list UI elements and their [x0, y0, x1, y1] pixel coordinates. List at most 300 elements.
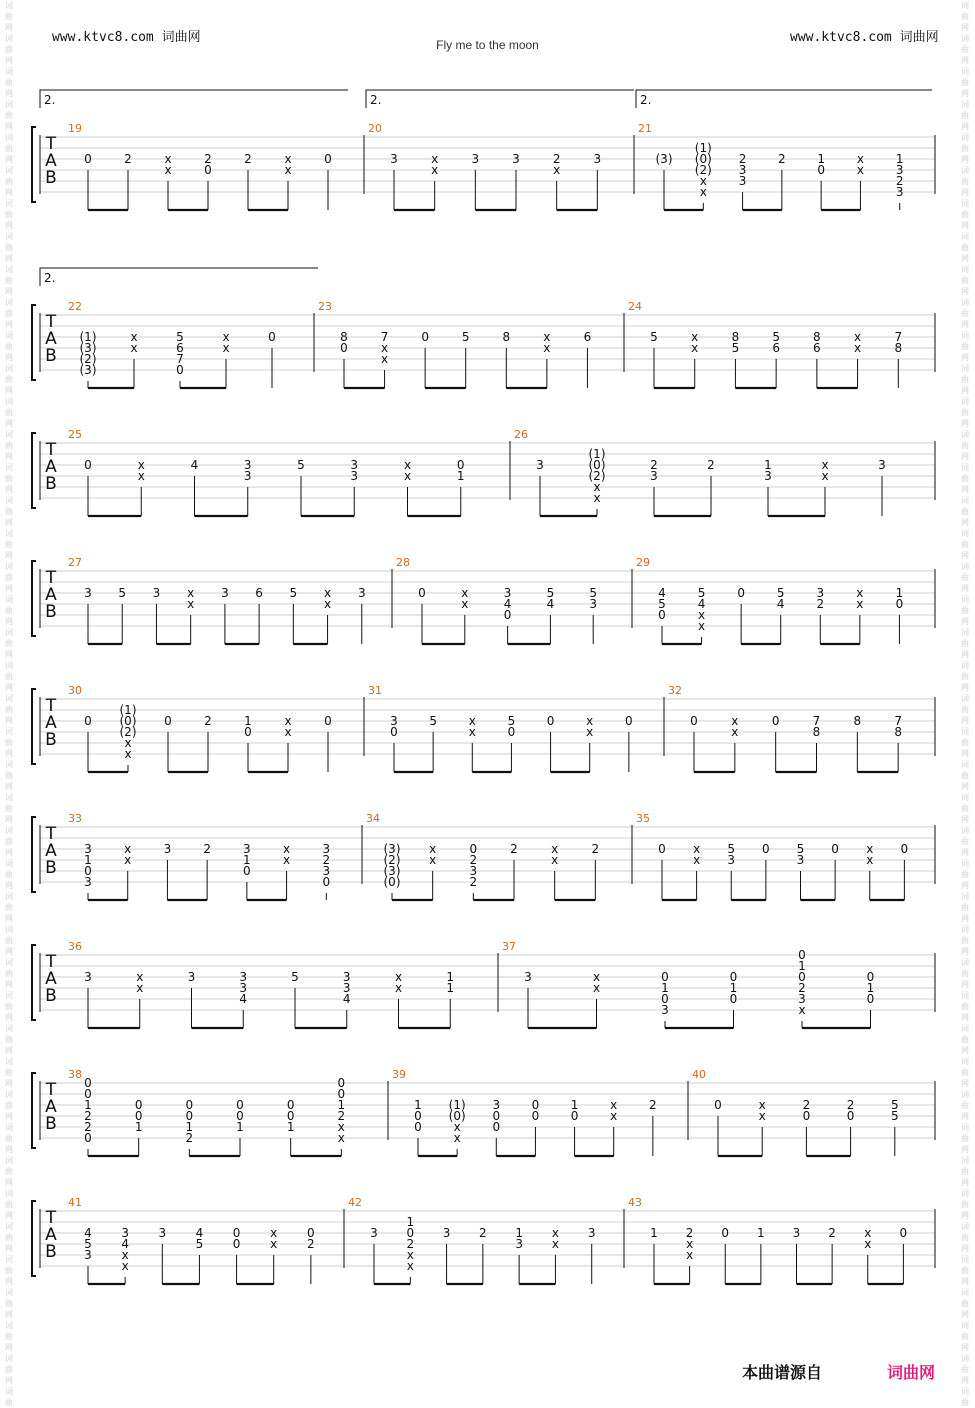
watermark-glyph: 曲 — [5, 540, 13, 549]
tab-fret-note: x — [468, 725, 476, 739]
watermark-glyph: 词 — [5, 265, 13, 274]
tab-fret-note: 5 — [731, 341, 740, 355]
tab-fret-note: (2) — [119, 725, 137, 739]
tab-fret-note: 3 — [512, 152, 520, 166]
tab-fret-note: 0 — [658, 842, 666, 856]
watermark-glyph: 词 — [5, 1123, 13, 1132]
watermark-glyph: 词 — [961, 265, 969, 274]
watermark-glyph: 网 — [961, 419, 969, 428]
watermark-glyph: 曲 — [961, 903, 969, 912]
tab-fret-note: 1 — [244, 714, 252, 728]
tab-fret-note: 0 — [469, 842, 478, 856]
tab-fret-note: 0 — [721, 1226, 730, 1240]
watermark-glyph: 词 — [5, 199, 13, 208]
watermark-glyph: 词 — [5, 793, 13, 802]
watermark-glyph: 网 — [961, 122, 969, 131]
watermark-glyph: 网 — [961, 947, 969, 956]
tab-fret-note: 3 — [350, 458, 359, 472]
watermark-glyph: 词 — [961, 958, 969, 967]
watermark-glyph: 曲 — [5, 45, 13, 54]
watermark-glyph: 网 — [961, 518, 969, 527]
tab-fret-note: 3 — [243, 469, 252, 483]
tab-fret-note: 1 — [757, 1226, 765, 1240]
tab-fret-note: 3 — [239, 970, 248, 984]
tab-clef-letter: B — [45, 730, 57, 750]
tab-fret-note: x — [592, 970, 601, 984]
tab-fret-note: x — [856, 586, 864, 600]
watermark-glyph: 曲 — [5, 1002, 13, 1011]
tab-fret-note: 1 — [243, 853, 251, 867]
tab-fret-note: x — [593, 491, 601, 505]
tab-fret-note: (1) — [588, 447, 606, 461]
tab-fret-note: 1 — [446, 970, 455, 984]
tab-fret-note: 0 — [421, 330, 429, 344]
tab-fret-note: 1 — [446, 981, 455, 995]
watermark-glyph: 词 — [5, 496, 13, 505]
tab-fret-note: x — [856, 163, 864, 177]
tab-fret-note: x — [124, 853, 132, 867]
tab-fret-note: 3 — [84, 586, 92, 600]
watermark-glyph: 网 — [5, 1211, 13, 1220]
tab-clef-letter: A — [45, 585, 57, 605]
tab-fret-note: 5 — [890, 1109, 899, 1123]
watermark-glyph: 网 — [5, 353, 13, 362]
tab-clef-letter: T — [45, 568, 57, 588]
tab-fret-note: x — [284, 725, 292, 739]
tab-fret-note: 1 — [134, 1120, 143, 1134]
watermark-glyph: 词 — [5, 1024, 13, 1033]
tab-fret-note: 3 — [895, 163, 904, 177]
watermark-glyph: 词 — [5, 67, 13, 76]
watermark-glyph: 网 — [5, 254, 13, 263]
watermark-glyph: 词 — [961, 1123, 969, 1132]
tab-fret-note: 3 — [661, 1003, 669, 1017]
tab-clef-letter: T — [45, 1208, 57, 1228]
tab-fret-note: 0 — [232, 1237, 241, 1251]
watermark-glyph: 曲 — [5, 177, 13, 186]
tab-fret-note: x — [610, 1098, 618, 1112]
tab-fret-note: (0) — [588, 458, 606, 472]
watermark-glyph: 词 — [961, 166, 969, 175]
tab-fret-note: 2 — [204, 714, 212, 728]
tab-fret-note: 0 — [268, 330, 276, 344]
tab-fret-note: 5 — [297, 458, 305, 472]
watermark-glyph: 曲 — [961, 606, 969, 615]
tab-fret-note: x — [137, 469, 145, 483]
tab-fret-note: 3 — [121, 1226, 129, 1240]
watermark-glyph: 曲 — [961, 309, 969, 318]
watermark-glyph: 网 — [5, 56, 13, 65]
tab-fret-note: 3 — [798, 992, 806, 1006]
tab-fret-note: 0 — [164, 714, 172, 728]
tab-fret-note: 0 — [84, 458, 92, 472]
watermark-glyph: 网 — [5, 155, 13, 164]
watermark-glyph: 曲 — [5, 903, 13, 912]
watermark-glyph: 网 — [5, 1310, 13, 1319]
watermark-glyph: 网 — [961, 1310, 969, 1319]
tab-fret-note: 2 — [203, 842, 211, 856]
watermark-glyph: 网 — [5, 1079, 13, 1088]
tab-fret-note: x — [130, 341, 138, 355]
tab-clef-letter: A — [45, 329, 57, 349]
measure-number: 39 — [392, 1068, 406, 1081]
tab-fret-note: 0 — [84, 1131, 92, 1145]
tab-fret-note: (3) — [383, 864, 401, 878]
volta-bracket — [366, 90, 634, 108]
measure-number: 35 — [636, 812, 650, 825]
watermark-glyph: 网 — [961, 1376, 969, 1385]
tab-fret-note: 3 — [322, 842, 331, 856]
tab-fret-note: 7 — [380, 330, 389, 344]
watermark-glyph: 曲 — [961, 1101, 969, 1110]
watermark-glyph: 词 — [5, 826, 13, 835]
watermark-glyph: 词 — [961, 331, 969, 340]
tab-fret-note: 0 — [286, 1109, 295, 1123]
volta-label: 2. — [370, 93, 382, 107]
tab-fret-note: 3 — [589, 597, 598, 611]
tab-fret-note: x — [394, 970, 403, 984]
tab-fret-note: 1 — [515, 1226, 523, 1240]
tab-fret-note: 2 — [895, 174, 904, 188]
watermark-glyph: 网 — [5, 1046, 13, 1055]
tab-fret-note: 0 — [84, 864, 92, 878]
tab-fret-note: 2 — [469, 853, 478, 867]
watermark-glyph: 网 — [5, 947, 13, 956]
watermark-glyph: 网 — [961, 155, 969, 164]
tab-fret-note: 8 — [853, 714, 862, 728]
watermark-glyph: 网 — [961, 1013, 969, 1022]
tab-fret-note: x — [453, 1131, 461, 1145]
tab-fret-note: 0 — [895, 597, 904, 611]
tab-fret-note: 3 — [390, 152, 398, 166]
tab-fret-note: 0 — [570, 1109, 579, 1123]
measure-number: 25 — [68, 428, 82, 441]
site-header-left[interactable]: www.ktvc8.com 词曲网 — [52, 30, 201, 45]
watermark-glyph: 曲 — [961, 144, 969, 153]
tab-fret-note: 3 — [469, 864, 478, 878]
tab-fret-note: 5 — [429, 714, 437, 728]
tab-fret-note: 0 — [340, 341, 348, 355]
tab-fret-note: 7 — [894, 330, 903, 344]
watermark-glyph: 曲 — [5, 408, 13, 417]
tab-fret-note: 2 — [337, 1109, 346, 1123]
tab-fret-note: 5 — [697, 586, 706, 600]
tab-fret-note: 0 — [414, 1120, 422, 1134]
tab-fret-note: 3 — [593, 152, 602, 166]
watermark-glyph: 词 — [961, 694, 969, 703]
tab-fret-note: 3 — [515, 1237, 523, 1251]
tab-fret-note: 1 — [185, 1120, 194, 1134]
system-brace — [32, 433, 36, 508]
tab-fret-note: 4 — [658, 586, 666, 600]
watermark-glyph: 词 — [961, 727, 969, 736]
tab-fret-note: x — [394, 981, 403, 995]
tab-fret-note: (0) — [448, 1109, 466, 1123]
watermark-glyph: 网 — [961, 617, 969, 626]
watermark-glyph: 网 — [5, 749, 13, 758]
watermark-glyph: 曲 — [5, 936, 13, 945]
tab-fret-note: x — [324, 597, 332, 611]
system-brace — [32, 561, 36, 636]
watermark-glyph: 网 — [5, 1244, 13, 1253]
tab-fret-note: 2 — [591, 842, 600, 856]
watermark-glyph: 网 — [961, 980, 969, 989]
tab-fret-note: x — [429, 853, 437, 867]
watermark-glyph: 曲 — [5, 1365, 13, 1374]
tab-clef-letter: B — [45, 858, 57, 878]
watermark-glyph: 网 — [961, 914, 969, 923]
tab-fret-note: x — [543, 341, 551, 355]
watermark-glyph: 网 — [961, 1145, 969, 1154]
watermark-glyph: 曲 — [5, 672, 13, 681]
watermark-glyph: 网 — [5, 287, 13, 296]
watermark-glyph: 词 — [961, 397, 969, 406]
watermark-glyph: 网 — [5, 320, 13, 329]
tab-fret-note: 5 — [546, 586, 555, 600]
watermark-glyph: 曲 — [5, 573, 13, 582]
volta-label: 2. — [44, 271, 56, 285]
watermark-glyph: 曲 — [5, 1332, 13, 1341]
tab-fret-note: 2 — [469, 875, 478, 889]
tab-fret-note: x — [866, 842, 874, 856]
volta-bracket — [40, 268, 318, 286]
tab-fret-note: 8 — [731, 330, 740, 344]
watermark-glyph: 网 — [5, 188, 13, 197]
watermark-glyph: 词 — [5, 892, 13, 901]
tab-fret-note: 5 — [796, 842, 805, 856]
tab-fret-note: 3 — [442, 1226, 451, 1240]
watermark-glyph: 网 — [5, 419, 13, 428]
watermark-glyph: 曲 — [5, 1134, 13, 1143]
watermark-glyph: 网 — [5, 716, 13, 725]
measure-number: 23 — [318, 300, 332, 313]
tab-fret-note: 0 — [390, 725, 398, 739]
tab-fret-note: 2 — [828, 1226, 836, 1240]
watermark-glyph: 曲 — [5, 1266, 13, 1275]
watermark-glyph: 曲 — [961, 870, 969, 879]
watermark-glyph: 词 — [961, 430, 969, 439]
watermark-glyph: 曲 — [5, 870, 13, 879]
watermark-glyph: 曲 — [961, 573, 969, 582]
watermark-glyph: 曲 — [961, 771, 969, 780]
watermark-glyph: 词 — [5, 760, 13, 769]
watermark-glyph: 曲 — [5, 1101, 13, 1110]
tab-fret-note: 0 — [661, 970, 669, 984]
tab-fret-note: x — [856, 597, 864, 611]
watermark-glyph: 曲 — [5, 210, 13, 219]
tab-fret-note: x — [686, 1248, 694, 1262]
watermark-glyph: 词 — [961, 232, 969, 241]
system-brace — [32, 1073, 36, 1148]
tab-fret-note: x — [856, 152, 864, 166]
tab-fret-note: 3 — [158, 1226, 167, 1240]
tab-fret-note: 3 — [322, 864, 331, 878]
watermark-glyph: 曲 — [5, 243, 13, 252]
tab-fret-note: x — [698, 608, 706, 622]
watermark-glyph: 网 — [961, 1079, 969, 1088]
watermark-glyph: 曲 — [5, 1167, 13, 1176]
tab-fret-note: (1) — [79, 330, 97, 344]
watermark-glyph: 曲 — [5, 111, 13, 120]
tab-fret-note: 1 — [817, 152, 825, 166]
watermark-glyph: 网 — [961, 320, 969, 329]
watermark-glyph: 网 — [961, 452, 969, 461]
tab-fret-note: 1 — [650, 1226, 658, 1240]
tab-fret-note: x — [381, 352, 389, 366]
tab-fret-note: x — [324, 586, 332, 600]
site-header-right[interactable]: www.ktvc8.com 词曲网 — [790, 30, 939, 45]
tab-fret-note: 2 — [802, 1098, 811, 1112]
tab-fret-note: x — [164, 163, 172, 177]
tab-clef-letter: A — [45, 969, 57, 989]
tab-fret-note: 5 — [727, 842, 736, 856]
tab-fret-note: 0 — [236, 1109, 244, 1123]
tab-fret-note: x — [403, 458, 412, 472]
watermark-glyph: 词 — [961, 1057, 969, 1066]
tab-fret-note: 3 — [390, 714, 398, 728]
watermark-glyph: 词 — [961, 1288, 969, 1297]
tab-fret-note: (0) — [383, 875, 401, 889]
tab-fret-note: 5 — [890, 1098, 899, 1112]
watermark-glyph: 网 — [5, 1145, 13, 1154]
watermark-glyph: 网 — [5, 122, 13, 131]
measure-number: 21 — [638, 122, 652, 135]
tab-fret-note: 5 — [776, 586, 785, 600]
watermark-glyph: 词 — [961, 496, 969, 505]
tab-fret-note: x — [698, 619, 706, 633]
measure-number: 41 — [68, 1196, 82, 1209]
tab-fret-note: 2 — [707, 458, 715, 472]
tab-fret-note: 3 — [895, 185, 904, 199]
tab-fret-note: 0 — [286, 1098, 295, 1112]
watermark-glyph: 网 — [961, 56, 969, 65]
tab-fret-note: 3 — [492, 1098, 501, 1112]
watermark-glyph: 网 — [5, 1376, 13, 1385]
measure-number: 38 — [68, 1068, 82, 1081]
tab-fret-note: 0 — [658, 608, 666, 622]
tab-fret-note: (1) — [694, 141, 712, 155]
tab-fret-note: 0 — [322, 875, 331, 889]
tab-fret-note: x — [551, 1226, 559, 1240]
watermark-glyph: 词 — [5, 628, 13, 637]
measure-number: 33 — [68, 812, 82, 825]
tab-fret-note: 3 — [816, 586, 825, 600]
tab-clef-letter: T — [45, 824, 57, 844]
watermark-glyph: 曲 — [961, 375, 969, 384]
tab-fret-note: 4 — [342, 992, 351, 1006]
watermark-glyph: 词 — [5, 991, 13, 1000]
watermark-glyph: 网 — [961, 782, 969, 791]
watermark-glyph: 网 — [961, 1343, 969, 1352]
tab-fret-note: 7 — [812, 714, 821, 728]
tab-fret-note: 6 — [813, 341, 821, 355]
watermark-glyph: 曲 — [5, 804, 13, 813]
tab-fret-note: x — [551, 853, 559, 867]
tab-fret-note: 2 — [798, 981, 806, 995]
watermark-glyph: 词 — [961, 1156, 969, 1165]
watermark-glyph: 词 — [961, 1222, 969, 1231]
watermark-glyph: 词 — [5, 397, 13, 406]
tab-fret-note: 0 — [232, 1226, 241, 1240]
watermark-glyph: 词 — [961, 826, 969, 835]
tab-fret-note: 3 — [587, 1226, 596, 1240]
watermark-glyph: 曲 — [5, 1299, 13, 1308]
tab-fret-note: 8 — [812, 725, 821, 739]
watermark-glyph: 网 — [5, 221, 13, 230]
tab-clef-letter: T — [45, 696, 57, 716]
watermark-glyph: 网 — [5, 386, 13, 395]
tab-fret-note: 0 — [84, 714, 92, 728]
tab-fret-note: 1 — [286, 1120, 295, 1134]
watermark-glyph: 词 — [5, 232, 13, 241]
watermark-glyph: 曲 — [961, 507, 969, 516]
tab-fret-note: x — [381, 341, 389, 355]
tab-fret-note: x — [691, 341, 699, 355]
measure-number: 20 — [368, 122, 382, 135]
watermark-glyph: 词 — [5, 331, 13, 340]
tab-fret-note: 8 — [813, 330, 821, 344]
watermark-glyph: 网 — [961, 551, 969, 560]
watermark-glyph: 词 — [961, 133, 969, 142]
tab-fret-note: 0 — [661, 992, 669, 1006]
watermark-glyph: 词 — [961, 1387, 969, 1396]
tab-fret-note: 4 — [546, 597, 555, 611]
tab-fret-note: 1 — [84, 853, 92, 867]
tab-fret-note: 0 — [729, 992, 738, 1006]
tab-fret-note: x — [854, 330, 862, 344]
tab-fret-note: 0 — [456, 458, 465, 472]
tab-fret-note: x — [137, 458, 145, 472]
tab-clef-letter: B — [45, 474, 57, 494]
watermark-glyph: 曲 — [961, 969, 969, 978]
watermark-glyph: 曲 — [5, 12, 13, 21]
tab-fret-note: 1 — [798, 959, 806, 973]
tab-fret-note: 2 — [244, 152, 252, 166]
watermark-glyph: 曲 — [961, 705, 969, 714]
tab-fret-note: 0 — [236, 1098, 244, 1112]
tab-fret-note: 0 — [134, 1098, 143, 1112]
tab-fret-note: x — [337, 1120, 345, 1134]
tab-fret-note: x — [222, 341, 230, 355]
tab-fret-note: 0 — [324, 152, 332, 166]
system-brace — [32, 305, 36, 380]
watermark-glyph: 曲 — [961, 1365, 969, 1374]
tab-fret-note: 2 — [185, 1131, 194, 1145]
tab-fret-note: 5 — [195, 1237, 204, 1251]
tab-fret-note: x — [406, 1259, 414, 1273]
watermark-glyph: 曲 — [5, 969, 13, 978]
tab-fret-note: x — [270, 1226, 278, 1240]
tab-fret-note: x — [543, 330, 551, 344]
watermark-glyph: 曲 — [5, 309, 13, 318]
tab-fret-note: 5 — [118, 586, 127, 600]
watermark-glyph: 词 — [961, 595, 969, 604]
watermark-glyph: 曲 — [5, 738, 13, 747]
footer-brand-link[interactable]: 词曲网 — [887, 1363, 936, 1382]
watermark-glyph: 曲 — [961, 342, 969, 351]
tab-fret-note: 0 — [546, 714, 555, 728]
tab-fret-note: 0 — [418, 586, 426, 600]
watermark-glyph: 词 — [5, 694, 13, 703]
watermark-glyph: 网 — [5, 617, 13, 626]
tab-fret-note: x — [406, 1248, 414, 1262]
watermark-glyph: 词 — [5, 364, 13, 373]
tab-fret-note: x — [699, 174, 707, 188]
watermark-glyph: 词 — [5, 562, 13, 571]
tab-fret-note: x — [403, 469, 412, 483]
tab-fret-note: 0 — [762, 842, 770, 856]
watermark-glyph: 词 — [961, 298, 969, 307]
